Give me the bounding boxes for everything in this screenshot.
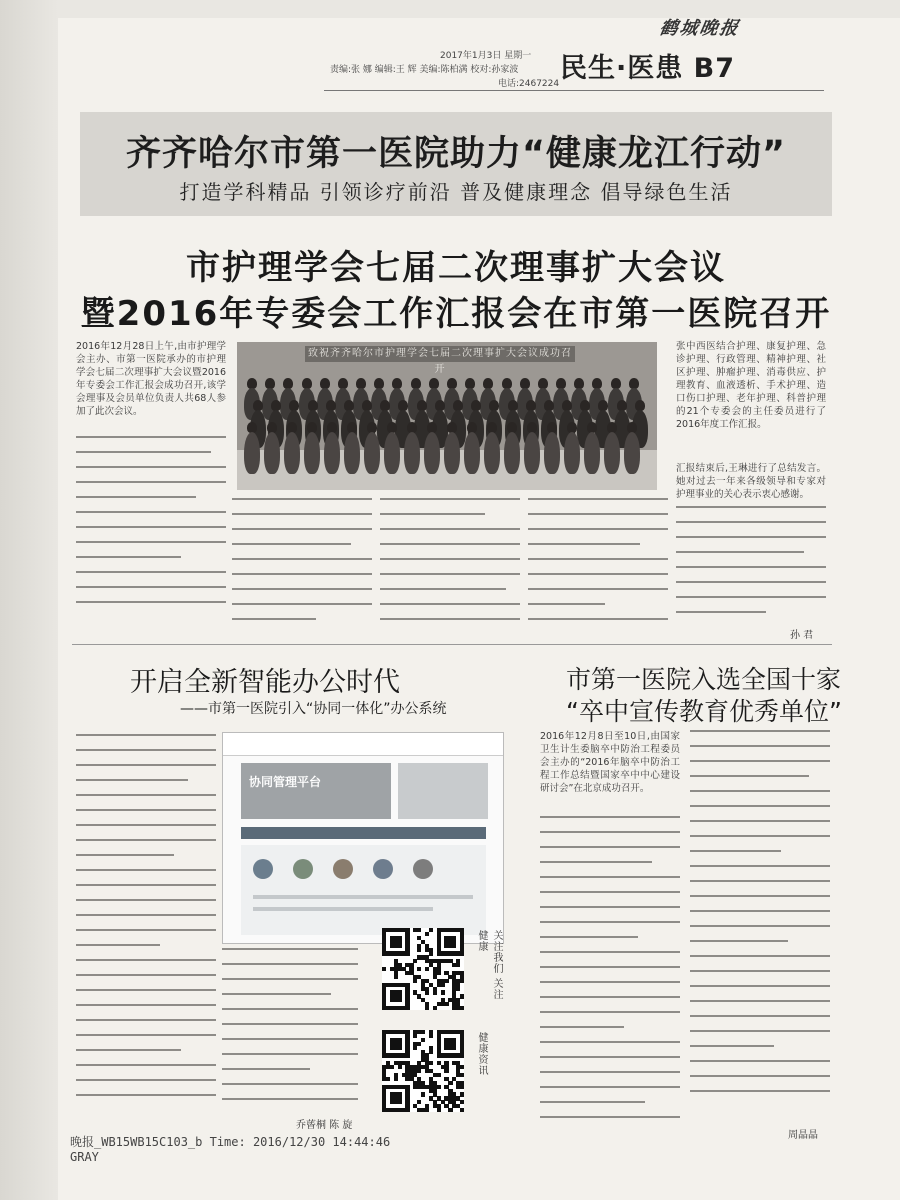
- main-story-column-2: [232, 498, 372, 628]
- photo-person-body: [624, 432, 640, 474]
- qr-module: [444, 1069, 448, 1073]
- main-story-column-4: [528, 498, 668, 628]
- dashboard-row: [253, 907, 433, 911]
- qr-module: [460, 1085, 464, 1089]
- qr-module: [394, 975, 398, 979]
- stroke-story-title-1: 市第一医院入选全国十家: [566, 665, 842, 694]
- main-headline-line-2: 暨2016年专委会工作汇报会在市第一医院召开: [80, 294, 832, 334]
- main-story-right-text: 张中西医结合护理、康复护理、急诊护理、行政管理、精神护理、社区护理、肿瘤护理、消毒供应、护理教育、血液透析、手术护理、造口伤口护理、老年护理、科普护理的21个专委会的主任委员进行了2016年度工作汇报。: [676, 341, 826, 430]
- section-heading: 民生·医患 B7: [560, 53, 736, 84]
- main-headline-line-1: 市护理学会七届二次理事扩大会议: [186, 248, 726, 288]
- office-story-spacer: [364, 948, 376, 958]
- banner-subtitle: 打造学科精品 引领诊疗前沿 普及健康理念 倡导绿色生活: [179, 180, 733, 204]
- qr-module: [456, 963, 460, 967]
- qr-module: [417, 1069, 421, 1073]
- qr-module: [425, 932, 429, 936]
- photo-person-body: [324, 432, 340, 474]
- dashboard-icon: [333, 859, 353, 879]
- photo-person-body: [244, 432, 260, 474]
- qr-module: [456, 987, 460, 991]
- main-story-column-3: [380, 498, 520, 628]
- qr-module: [433, 990, 437, 994]
- group-photo: [237, 342, 657, 490]
- dashboard-icon: [293, 859, 313, 879]
- photo-person-body: [564, 432, 580, 474]
- dashboard-row: [253, 895, 473, 899]
- office-system-screenshot: [222, 732, 504, 944]
- qr-code-news: [382, 1030, 464, 1112]
- qr-module: [417, 1042, 421, 1046]
- qr-module: [405, 951, 409, 955]
- section-divider: [72, 644, 832, 645]
- photo-person-body: [504, 432, 520, 474]
- stroke-story-lead: 2016年12月8日至10日,由国家卫生计生委脑卒中防治工程委员会主办的“2016年脑卒中防治工程工作总结暨国家卒中中心建设研讨会”在北京成功召开。: [540, 731, 680, 794]
- page-edge-shadow: [0, 0, 58, 1200]
- qr-module: [413, 1034, 417, 1038]
- qr-module: [398, 1100, 402, 1104]
- main-story-right-text-2: 汇报结束后,王琳进行了总结发言。她对过去一年来各级领导和专家对护理事业的关心表示衷心感谢。: [676, 463, 826, 500]
- screenshot-building: [398, 763, 488, 819]
- screenshot-topbar: [223, 733, 503, 756]
- qr-module: [460, 1053, 464, 1057]
- qr-module: [460, 979, 464, 983]
- qr-module: [460, 1092, 464, 1096]
- qr-module: [398, 1046, 402, 1050]
- qr-module: [429, 1061, 433, 1065]
- photo-person-body: [264, 432, 280, 474]
- qr-module: [394, 1077, 398, 1081]
- footer-line-2: GRAY: [70, 1150, 99, 1164]
- office-story-subtitle: ——市第一医院引入“协同一体化”办公系统: [180, 701, 447, 717]
- print-footer: [70, 1135, 390, 1165]
- qr-module: [441, 983, 445, 987]
- qr-module: [460, 1073, 464, 1077]
- office-story-title: 开启全新智能办公时代: [130, 667, 400, 698]
- screenshot-title: 协同管理平台: [249, 775, 322, 789]
- qr-code-follow: [382, 928, 464, 1010]
- screenshot-dashboard: [241, 845, 486, 935]
- qr-module: [460, 1065, 464, 1069]
- qr-module: [429, 951, 433, 955]
- photo-person-body: [364, 432, 380, 474]
- qr-module: [413, 979, 417, 983]
- qr-module: [413, 959, 417, 963]
- main-story-byline: 孙 君: [790, 630, 814, 641]
- qr-module: [448, 1081, 452, 1085]
- photo-person-body: [304, 432, 320, 474]
- contact-phone: 电话:2467224: [498, 79, 560, 89]
- qr-module: [398, 998, 402, 1002]
- qr-label-news: 健康资讯: [476, 1032, 487, 1076]
- photo-person-body: [284, 432, 300, 474]
- photo-person-body: [544, 432, 560, 474]
- qr-module: [437, 971, 441, 975]
- qr-module: [425, 990, 429, 994]
- qr-module: [448, 1108, 452, 1112]
- dashboard-icon: [413, 859, 433, 879]
- photo-person-body: [344, 432, 360, 474]
- dashboard-icon: [253, 859, 273, 879]
- qr-module: [417, 948, 421, 952]
- footer-line-1: 晚报_WB15WB15C103_b Time: 2016/12/30 14:44:46: [70, 1135, 391, 1149]
- qr-module: [421, 1038, 425, 1042]
- office-story-column-1: [76, 734, 216, 1114]
- qr-module: [425, 1006, 429, 1010]
- qr-module: [444, 1002, 448, 1006]
- qr-module: [417, 1100, 421, 1104]
- editor-credits: 责编:张 娜 编辑:王 辉 美编:陈柏满 校对:孙家波: [330, 65, 519, 75]
- qr-module: [405, 1108, 409, 1112]
- qr-module: [429, 1034, 433, 1038]
- qr-module: [437, 1085, 441, 1089]
- qr-module: [460, 1006, 464, 1010]
- qr-module: [382, 967, 386, 971]
- qr-module: [452, 944, 456, 948]
- office-story-column-2: [222, 948, 358, 1118]
- qr-module: [437, 1108, 441, 1112]
- main-story-lead: 2016年12月28日上午,由市护理学会主办、市第一医院承办的市护理学会七届二次理事扩大会议暨2016年专委会工作汇报会成功召开,该学会理事及会员单位负责人共68人参加了此次会议。: [76, 341, 226, 417]
- qr-module: [417, 967, 421, 971]
- qr-module: [386, 1077, 390, 1081]
- feature-banner: [80, 112, 832, 216]
- photo-person-body: [424, 432, 440, 474]
- qr-module: [429, 928, 433, 932]
- qr-module: [429, 1050, 433, 1054]
- qr-module: [452, 1046, 456, 1050]
- photo-person-body: [404, 432, 420, 474]
- qr-module: [413, 1046, 417, 1050]
- qr-module: [437, 1073, 441, 1077]
- main-story-column-right: [676, 506, 826, 626]
- qr-module: [421, 1092, 425, 1096]
- masthead-logo: 鹤城晚报: [657, 18, 742, 39]
- screenshot-menubar: [241, 827, 486, 839]
- photo-person-body: [524, 432, 540, 474]
- qr-module: [398, 1065, 402, 1069]
- qr-module: [405, 1006, 409, 1010]
- photo-person-body: [384, 432, 400, 474]
- photo-person-body: [444, 432, 460, 474]
- photo-banner-text: 致祝齐齐哈尔市护理学会七届二次理事扩大会议成功召开: [305, 346, 575, 362]
- qr-module: [460, 951, 464, 955]
- banner-title: 齐齐哈尔市第一医院助力“健康龙江行动”: [125, 134, 786, 174]
- qr-module: [433, 1006, 437, 1010]
- qr-module: [417, 928, 421, 932]
- qr-module: [421, 1030, 425, 1034]
- main-story-column-left: [76, 436, 226, 626]
- photo-person-body: [584, 432, 600, 474]
- screenshot-hero: [241, 763, 391, 819]
- qr-module: [460, 994, 464, 998]
- stroke-story-byline: 周晶晶: [788, 1130, 818, 1141]
- qr-module: [425, 1108, 429, 1112]
- photo-person-body: [464, 432, 480, 474]
- qr-module: [441, 990, 445, 994]
- issue-date: 2017年1月3日 星期一: [440, 51, 532, 61]
- stroke-story-title-2: “卒中宣传教育优秀单位”: [566, 697, 842, 726]
- qr-module: [425, 967, 429, 971]
- qr-module: [460, 1100, 464, 1104]
- office-story-byline: 乔蒈桐 陈 旋: [296, 1120, 353, 1131]
- qr-module: [460, 1108, 464, 1112]
- qr-module: [405, 1053, 409, 1057]
- qr-module: [444, 979, 448, 983]
- qr-module: [390, 1065, 394, 1069]
- masthead-rule: [324, 90, 824, 91]
- qr-label-follow: 关注我们 关注健康: [476, 930, 502, 1001]
- photo-person-body: [484, 432, 500, 474]
- photo-person-body: [604, 432, 620, 474]
- dashboard-icon: [373, 859, 393, 879]
- qr-module: [398, 944, 402, 948]
- stroke-story-column-2: [690, 730, 830, 1126]
- stroke-story-column-1: [540, 816, 680, 1136]
